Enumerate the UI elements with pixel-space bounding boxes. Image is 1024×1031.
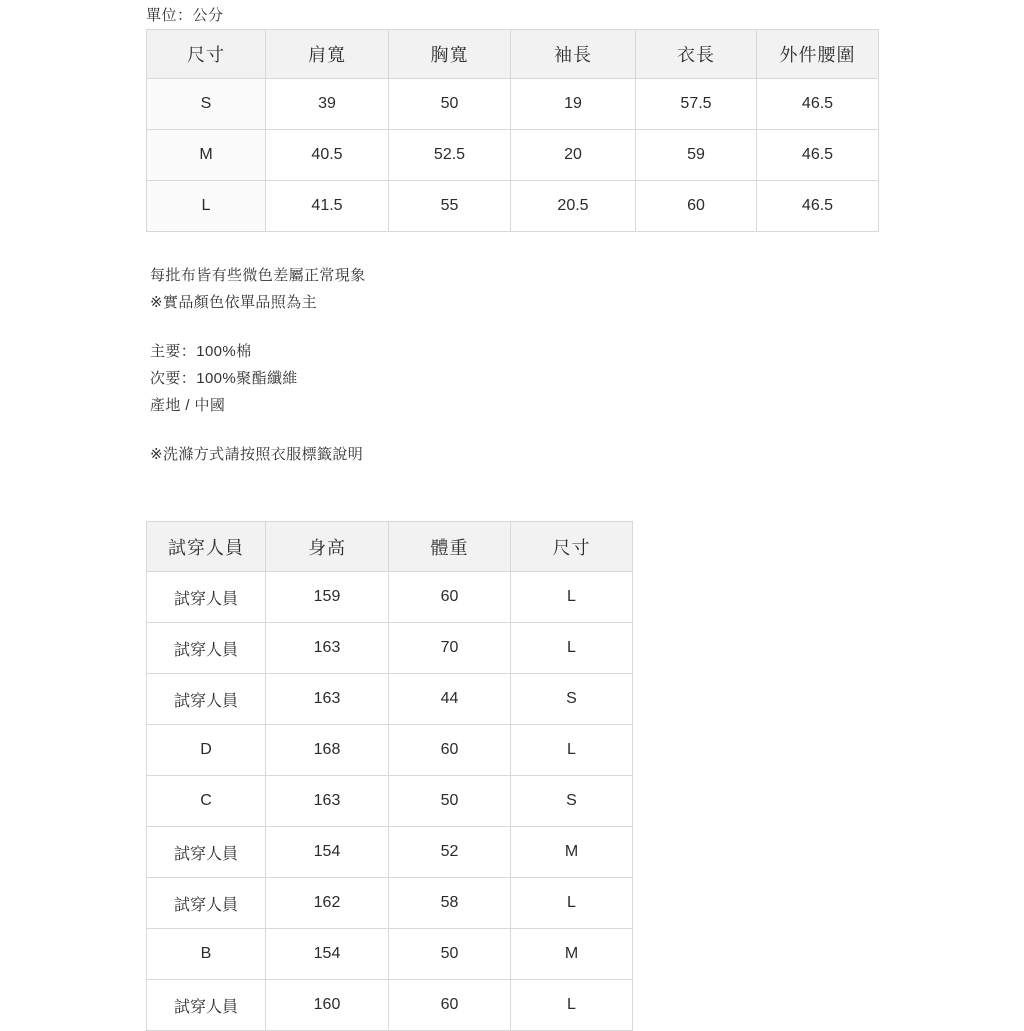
cell: 50 xyxy=(389,79,511,130)
note-line: ※洗滌方式請按照衣服標籤說明 xyxy=(150,446,364,463)
cell: 52 xyxy=(389,827,511,878)
note-line: 主要：100%棉 xyxy=(150,343,252,360)
column-header: 胸寬 xyxy=(389,30,511,79)
column-header: 尺寸 xyxy=(511,522,633,572)
cell: 44 xyxy=(389,674,511,725)
cell: 154 xyxy=(266,827,389,878)
cell: 60 xyxy=(389,725,511,776)
cell: 20.5 xyxy=(511,181,636,232)
cell: 50 xyxy=(389,776,511,827)
cell: L xyxy=(511,725,633,776)
cell: 41.5 xyxy=(266,181,389,232)
cell: 154 xyxy=(266,929,389,980)
note-block-color xyxy=(150,262,366,316)
cell: 159 xyxy=(266,572,389,623)
table-row xyxy=(147,572,633,623)
note-line: ※實品顏色依單品照為主 xyxy=(150,294,317,311)
table-header-row xyxy=(147,30,879,79)
cell: 163 xyxy=(266,623,389,674)
cell: 59 xyxy=(636,130,757,181)
column-header: 尺寸 xyxy=(147,30,266,79)
cell: 58 xyxy=(389,878,511,929)
table-row xyxy=(147,929,633,980)
column-header: 肩寬 xyxy=(266,30,389,79)
note-block-material xyxy=(150,338,366,419)
model-name: 試穿人員 xyxy=(147,827,266,878)
cell: M xyxy=(511,827,633,878)
cell: 57.5 xyxy=(636,79,757,130)
table-row xyxy=(147,776,633,827)
cell: 39 xyxy=(266,79,389,130)
column-header: 袖長 xyxy=(511,30,636,79)
fitting-model-table xyxy=(146,521,633,1031)
note-line: 次要：100%聚酯纖維 xyxy=(150,370,298,387)
model-name: B xyxy=(147,929,266,980)
cell: L xyxy=(511,980,633,1031)
table-row xyxy=(147,827,633,878)
note-block-washing xyxy=(150,441,366,468)
cell: 46.5 xyxy=(757,79,879,130)
table-row xyxy=(147,79,879,130)
product-notes xyxy=(150,262,366,468)
cell: 46.5 xyxy=(757,181,879,232)
size-chart-table xyxy=(146,29,879,232)
cell: 40.5 xyxy=(266,130,389,181)
model-name: 試穿人員 xyxy=(147,674,266,725)
model-name: 試穿人員 xyxy=(147,878,266,929)
table-row xyxy=(147,623,633,674)
cell: 168 xyxy=(266,725,389,776)
cell: S xyxy=(511,776,633,827)
row-header: L xyxy=(147,181,266,232)
table-row xyxy=(147,181,879,232)
cell: 46.5 xyxy=(757,130,879,181)
table-row xyxy=(147,725,633,776)
column-header: 身高 xyxy=(266,522,389,572)
note-line: 產地 / 中國 xyxy=(150,397,226,414)
table-row xyxy=(147,130,879,181)
cell: M xyxy=(511,929,633,980)
cell: 163 xyxy=(266,776,389,827)
table-row xyxy=(147,878,633,929)
cell: 50 xyxy=(389,929,511,980)
row-header: S xyxy=(147,79,266,130)
cell: 70 xyxy=(389,623,511,674)
column-header: 體重 xyxy=(389,522,511,572)
cell: 19 xyxy=(511,79,636,130)
cell: 160 xyxy=(266,980,389,1031)
cell: 162 xyxy=(266,878,389,929)
cell: 52.5 xyxy=(389,130,511,181)
row-header: M xyxy=(147,130,266,181)
column-header: 試穿人員 xyxy=(147,522,266,572)
model-name: 試穿人員 xyxy=(147,980,266,1031)
note-line: 每批布皆有些微色差屬正常現象 xyxy=(150,267,366,284)
cell: L xyxy=(511,623,633,674)
cell: L xyxy=(511,572,633,623)
cell: L xyxy=(511,878,633,929)
model-name: 試穿人員 xyxy=(147,572,266,623)
table-row xyxy=(147,674,633,725)
model-name: C xyxy=(147,776,266,827)
cell: 60 xyxy=(389,980,511,1031)
cell: 60 xyxy=(389,572,511,623)
cell: 163 xyxy=(266,674,389,725)
table-header-row xyxy=(147,522,633,572)
table-row xyxy=(147,980,633,1031)
cell: 60 xyxy=(636,181,757,232)
cell: 55 xyxy=(389,181,511,232)
column-header: 衣長 xyxy=(636,30,757,79)
unit-label: 單位：公分 xyxy=(146,7,224,24)
cell: 20 xyxy=(511,130,636,181)
cell: S xyxy=(511,674,633,725)
model-name: 試穿人員 xyxy=(147,623,266,674)
column-header: 外件腰圍 xyxy=(757,30,879,79)
model-name: D xyxy=(147,725,266,776)
